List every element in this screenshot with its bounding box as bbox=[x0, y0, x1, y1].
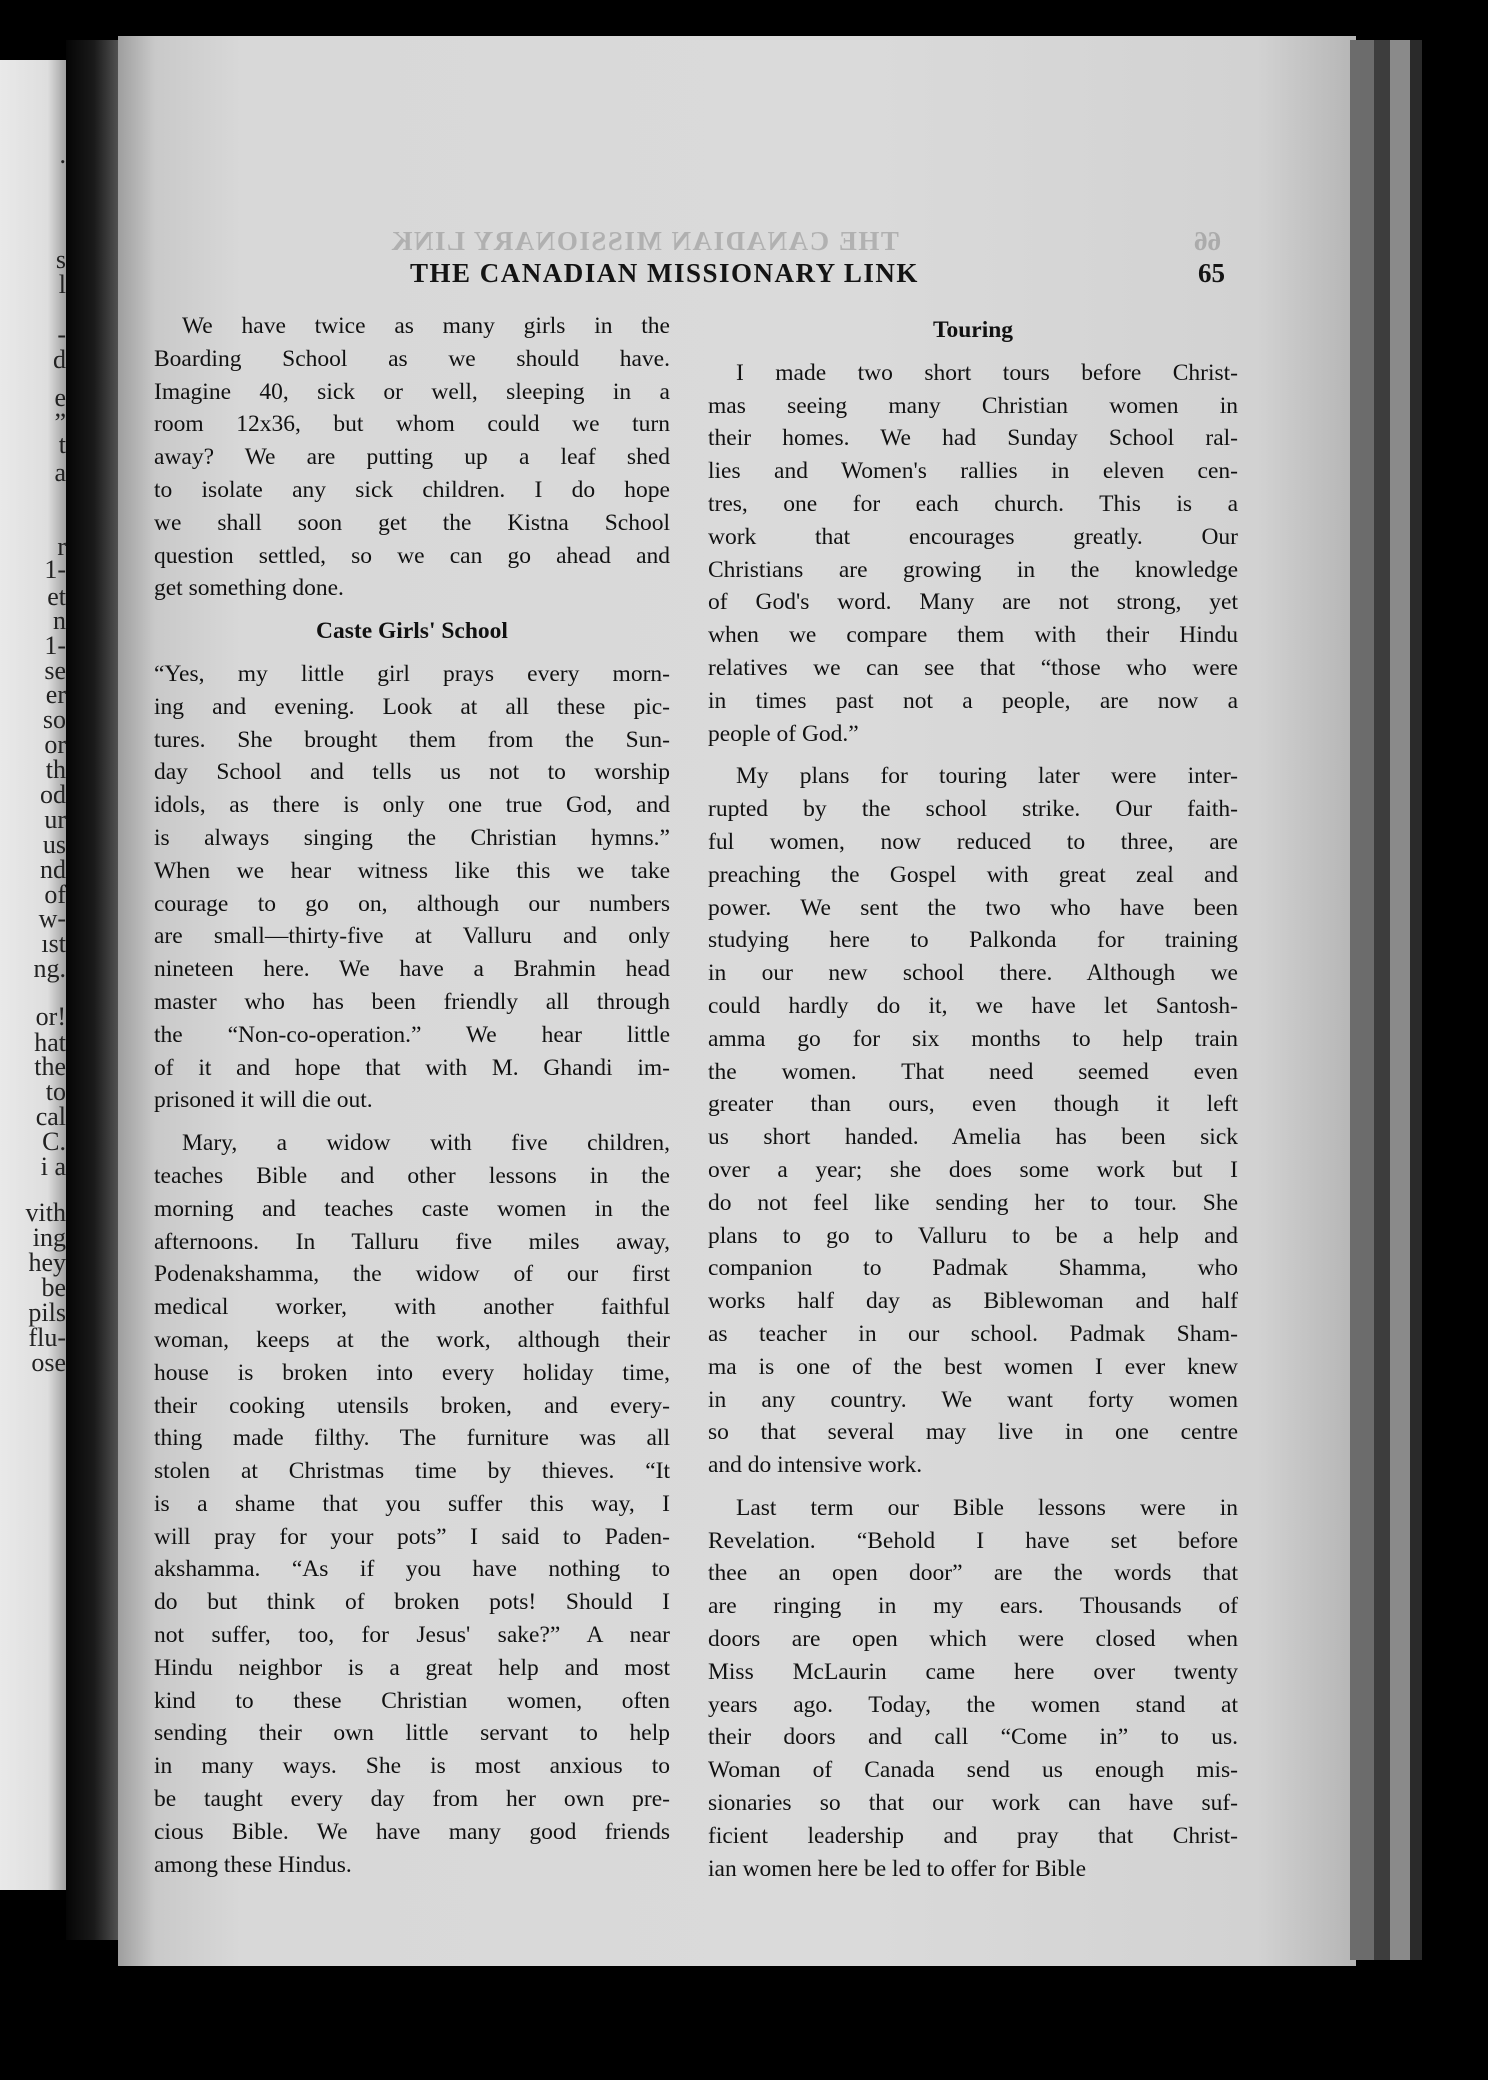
page-edge bbox=[1374, 40, 1390, 1960]
text-line: akshamma. “As if you have nothing to bbox=[154, 1556, 670, 1583]
left-page-fragment: er bbox=[45, 680, 66, 709]
text-line: Podenakshamma, the widow of our first bbox=[154, 1261, 670, 1288]
left-page-fragment: r bbox=[57, 532, 66, 561]
bleed-through-title: THE CANADIAN MISSIONARY LINK bbox=[390, 226, 899, 256]
left-page-fragment: flu- bbox=[28, 1323, 66, 1352]
left-page-fragment: ng. bbox=[33, 954, 66, 983]
text-line: are ringing in my ears. Thousands of bbox=[708, 1593, 1238, 1620]
text-line: the “Non-co-operation.” We hear little bbox=[154, 1021, 670, 1048]
text-line: not suffer, too, for Jesus' sake?” A near bbox=[154, 1622, 670, 1649]
text-line: to isolate any sick children. I do hope bbox=[154, 476, 670, 503]
page-number: 65 bbox=[1198, 258, 1225, 288]
left-page-fragment: pils bbox=[28, 1298, 66, 1327]
left-page-fragment: od bbox=[40, 780, 66, 809]
text-line: ma is one of the best women I ever knew bbox=[708, 1353, 1238, 1380]
paragraph bbox=[154, 658, 670, 1117]
text-line: cious Bible. We have many good friends bbox=[154, 1818, 670, 1845]
text-line: morning and teaches caste women in the bbox=[154, 1195, 670, 1222]
left-page-fragment: C. bbox=[42, 1127, 66, 1156]
paragraph bbox=[154, 310, 670, 605]
text-line: prisoned it will die out. bbox=[154, 1087, 373, 1114]
text-line: so that several may live in one centre bbox=[708, 1419, 1238, 1446]
text-line: as teacher in our school. Padmak Sham- bbox=[708, 1320, 1238, 1347]
text-line: I made two short tours before Christ- bbox=[736, 359, 1238, 386]
left-page-fragment: ose bbox=[31, 1348, 66, 1377]
text-line: question settled, so we can go ahead and bbox=[154, 542, 670, 569]
text-line: sending their own little servant to help bbox=[154, 1720, 670, 1747]
text-line: in our new school there. Although we bbox=[708, 960, 1238, 987]
left-page-fragment: so bbox=[42, 705, 66, 734]
text-line: is a shame that you suffer this way, I bbox=[154, 1490, 670, 1517]
left-page-fragment: be bbox=[41, 1273, 66, 1302]
text-line: sionaries so that our work can have suf- bbox=[708, 1790, 1238, 1817]
text-line: their doors and call “Come in” to us. bbox=[708, 1724, 1238, 1751]
left-page-fragment: d bbox=[53, 345, 66, 374]
text-line: greater than ours, even though it left bbox=[708, 1091, 1238, 1118]
text-line: nineteen here. We have a Brahmin head bbox=[154, 956, 670, 983]
left-page-fragment: n bbox=[53, 606, 66, 635]
left-page-fragment: w- bbox=[38, 904, 66, 933]
left-page-fragment: 1- bbox=[44, 631, 66, 660]
text-line: their cooking utensils broken, and every- bbox=[154, 1392, 670, 1419]
left-page-fragment: se bbox=[44, 656, 66, 685]
text-line: over a year; she does some work but I bbox=[708, 1156, 1238, 1183]
left-page-fragment: a bbox=[54, 458, 66, 487]
text-line: medical worker, with another faithful bbox=[154, 1294, 670, 1321]
left-page-fragment: ıst bbox=[41, 929, 66, 958]
text-line: do but think of broken pots! Should I bbox=[154, 1589, 670, 1616]
text-line: afternoons. In Talluru five miles away, bbox=[154, 1228, 670, 1255]
page-edge bbox=[1350, 40, 1374, 1960]
left-page-fragment: l bbox=[58, 270, 66, 299]
text-line: in any country. We want forty women bbox=[708, 1386, 1238, 1413]
text-line: work that encourages greatly. Our bbox=[708, 523, 1238, 550]
text-line: house is broken into every holiday time, bbox=[154, 1359, 670, 1386]
running-head-title: THE CANADIAN MISSIONARY LINK bbox=[410, 258, 919, 288]
text-line: when we compare them with their Hindu bbox=[708, 622, 1238, 649]
left-page-fragment: i a bbox=[40, 1152, 66, 1181]
left-column bbox=[154, 310, 670, 1891]
text-line: stolen at Christmas time by thieves. “It bbox=[154, 1458, 670, 1485]
text-line: be taught every day from her own pre- bbox=[154, 1786, 670, 1813]
text-line: works half day as Biblewoman and half bbox=[708, 1288, 1238, 1315]
text-line: preaching the Gospel with great zeal and bbox=[708, 861, 1238, 888]
text-line: kind to these Christian women, often bbox=[154, 1687, 670, 1714]
text-line: rupted by the school strike. Our faith- bbox=[708, 796, 1238, 823]
left-page-fragment: . bbox=[59, 140, 66, 169]
text-line: idols, as there is only one true God, and bbox=[154, 792, 670, 819]
text-line: ful women, now reduced to three, are bbox=[708, 828, 1238, 855]
left-page-fragment: th bbox=[45, 755, 66, 784]
text-line: day School and tells us not to worship bbox=[154, 759, 670, 786]
text-line: Woman of Canada send us enough mis- bbox=[708, 1757, 1238, 1784]
text-line: us short handed. Amelia has been sick bbox=[708, 1124, 1238, 1151]
text-line: plans to go to Valluru to be a help and bbox=[708, 1222, 1238, 1249]
text-line: tres, one for each church. This is a bbox=[708, 490, 1238, 517]
text-line: Mary, a widow with five children, bbox=[182, 1130, 670, 1157]
text-line: doors are open which were closed when bbox=[708, 1626, 1238, 1653]
section-heading: Touring bbox=[932, 317, 1014, 343]
left-page-fragment: 1- bbox=[44, 555, 66, 584]
text-line: are small—thirty-five at Valluru and only bbox=[154, 923, 670, 950]
text-line: We have twice as many girls in the bbox=[182, 313, 670, 339]
text-line: room 12x36, but whom could we turn bbox=[154, 411, 670, 438]
text-line: and do intensive work. bbox=[708, 1452, 923, 1479]
text-line: thing made filthy. The furniture was all bbox=[154, 1425, 670, 1452]
text-line: among these Hindus. bbox=[154, 1851, 352, 1878]
text-line: in many ways. She is most anxious to bbox=[154, 1753, 670, 1780]
left-page-fragment: or! bbox=[35, 1002, 66, 1031]
text-line: the women. That need seemed even bbox=[708, 1058, 1238, 1085]
text-line: ian women here be led to offer for Bible bbox=[708, 1855, 1087, 1882]
left-page-fragment: nd bbox=[40, 855, 66, 884]
text-line: teaches Bible and other lessons in the bbox=[154, 1162, 670, 1189]
right-column bbox=[708, 310, 1238, 1895]
text-line: tures. She brought them from the Sun- bbox=[154, 726, 670, 753]
left-page-fragment: et bbox=[47, 582, 66, 611]
text-line: their homes. We had Sunday School ral- bbox=[708, 425, 1238, 452]
left-page-fragment: or bbox=[44, 730, 66, 759]
text-line: power. We sent the two who have been bbox=[708, 894, 1238, 921]
section-heading: Caste Girls' School bbox=[316, 618, 508, 645]
text-line: is always singing the Christian hymns.” bbox=[154, 824, 670, 851]
text-line: we shall soon get the Kistna School bbox=[154, 509, 670, 536]
text-line: Hindu neighbor is a great help and most bbox=[154, 1654, 670, 1681]
left-page-fragment: cal bbox=[35, 1102, 66, 1131]
text-line: away? We are putting up a leaf shed bbox=[154, 444, 670, 471]
text-line: of it and hope that with M. Ghandi im- bbox=[154, 1054, 670, 1081]
left-page-fragment: ur bbox=[44, 805, 66, 834]
text-line: do not feel like sending her to tour. She bbox=[708, 1189, 1238, 1216]
left-page-fragment: ” bbox=[54, 408, 66, 437]
text-line: Last term our Bible lessons were in bbox=[736, 1494, 1238, 1521]
left-page-fragment: vith bbox=[25, 1198, 66, 1227]
paragraph bbox=[708, 1492, 1238, 1886]
text-line: years ago. Today, the women stand at bbox=[708, 1691, 1238, 1718]
text-line: Boarding School as we should have. bbox=[154, 345, 670, 372]
text-line: people of God.” bbox=[708, 720, 859, 747]
paragraph bbox=[154, 1127, 670, 1881]
text-line: woman, keeps at the work, although their bbox=[154, 1326, 670, 1353]
text-line: get something done. bbox=[154, 575, 344, 602]
page-edge bbox=[1390, 40, 1410, 1960]
left-page-fragment: hat bbox=[34, 1028, 66, 1057]
text-line: studying here to Palkonda for training bbox=[708, 927, 1238, 954]
left-page-fragment: - bbox=[57, 320, 66, 349]
text-line: master who has been friendly all through bbox=[154, 988, 670, 1015]
text-line: courage to go on, although our numbers bbox=[154, 890, 670, 917]
paragraph bbox=[708, 357, 1238, 751]
left-page-fragment: t bbox=[58, 430, 66, 459]
left-page-fragment: ing bbox=[32, 1223, 66, 1252]
text-line: Miss McLaurin came here over twenty bbox=[708, 1658, 1238, 1685]
text-line: could hardly do it, we have let Santosh- bbox=[708, 992, 1238, 1019]
left-page-fragment: s bbox=[55, 245, 66, 274]
text-line: will pray for your pots” I said to Paden- bbox=[154, 1523, 670, 1550]
text-line: lies and Women's rallies in eleven cen- bbox=[708, 458, 1238, 485]
text-line: amma go for six months to help train bbox=[708, 1025, 1238, 1052]
text-line: Christians are growing in the knowledge bbox=[708, 556, 1238, 583]
text-line: ing and evening. Look at all these pic- bbox=[154, 693, 670, 720]
text-line: in times past not a people, are now a bbox=[708, 687, 1238, 714]
text-line: ficient leadership and pray that Christ- bbox=[708, 1822, 1238, 1849]
text-line: Imagine 40, sick or well, sleeping in a bbox=[154, 378, 670, 405]
text-line: relatives we can see that “those who were bbox=[708, 654, 1238, 681]
left-page-fragment: of bbox=[44, 880, 66, 909]
left-page-fragment: to bbox=[45, 1077, 66, 1106]
left-page-fragment: e bbox=[54, 383, 66, 412]
bleed-through-page-number: 66 bbox=[1194, 226, 1221, 256]
text-line: “Yes, my little girl prays every morn- bbox=[154, 660, 670, 687]
text-line: My plans for touring later were inter- bbox=[736, 763, 1238, 790]
text-line: mas seeing many Christian women in bbox=[708, 392, 1238, 419]
text-line: companion to Padmak Shamma, who bbox=[708, 1255, 1238, 1282]
page-edge bbox=[1410, 40, 1422, 1960]
left-page-fragment: hey bbox=[28, 1248, 66, 1277]
left-page-fragment: us bbox=[42, 830, 66, 859]
text-line: thee an open door” are the words that bbox=[708, 1560, 1238, 1587]
paragraph bbox=[708, 760, 1238, 1482]
text-line: of God's word. Many are not strong, yet bbox=[708, 589, 1238, 616]
text-line: Revelation. “Behold I have set before bbox=[708, 1527, 1238, 1554]
left-page-fragment: the bbox=[34, 1052, 66, 1081]
text-line: When we hear witness like this we take bbox=[154, 857, 670, 884]
